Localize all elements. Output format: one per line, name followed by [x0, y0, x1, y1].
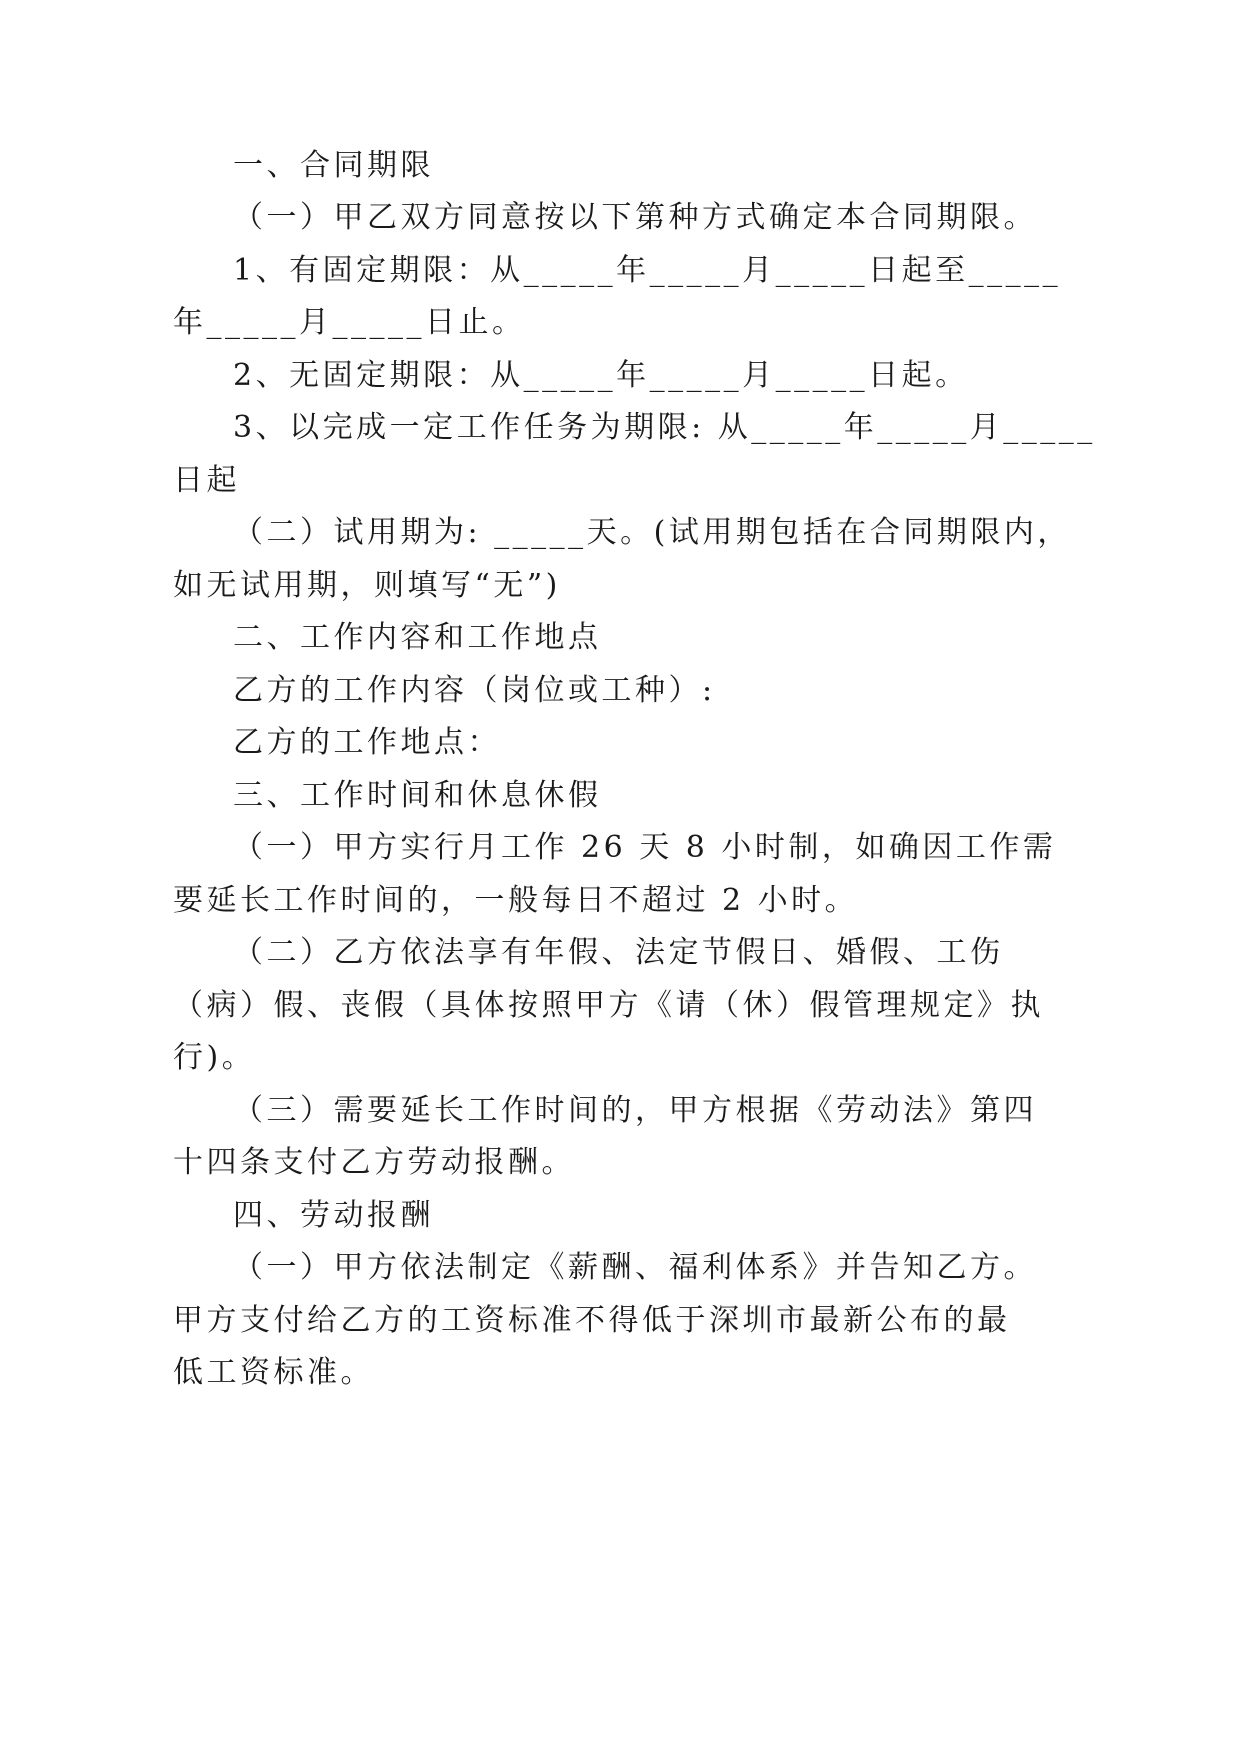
paragraph-overtime: （三）需要延长工作时间的，甲方根据《劳动法》第四 [233, 1093, 1037, 1128]
paragraph-overtime-cont: 十四条支付乙方劳动报酬。 [173, 1145, 575, 1180]
paragraph-work-content: 乙方的工作内容（岗位或工种）: [233, 673, 716, 708]
paragraph-leave-cont-2: 行)。 [173, 1040, 256, 1075]
paragraph-task-term: 3、以完成一定工作任务为期限: 从_____年_____月_____ [233, 410, 1096, 445]
section-heading-work-hours: 三、工作时间和休息休假 [233, 778, 602, 813]
paragraph-work-hours: （一）甲方实行月工作 26 天 8 小时制，如确因工作需 [233, 830, 1057, 865]
paragraph-fixed-term: 1、有固定期限：从_____年_____月_____日起至_____ [233, 253, 1062, 288]
paragraph-leave: （二）乙方依法享有年假、法定节假日、婚假、工伤 [233, 935, 1004, 970]
section-heading-work-content: 二、工作内容和工作地点 [233, 620, 602, 655]
paragraph-fixed-term-cont: 年_____月_____日止。 [173, 305, 526, 340]
paragraph-probation-cont: 如无试用期，则填写“无”) [173, 568, 561, 603]
section-heading-remuneration: 四、劳动报酬 [233, 1198, 434, 1233]
paragraph-leave-cont-1: （病）假、丧假（具体按照甲方《请（休）假管理规定》执 [173, 988, 1044, 1023]
paragraph-term-method: （一）甲乙双方同意按以下第种方式确定本合同期限。 [233, 200, 1037, 235]
section-heading-contract-term: 一、合同期限 [233, 148, 434, 183]
paragraph-remuneration: （一）甲方依法制定《薪酬、福利体系》并告知乙方。 [233, 1250, 1037, 1285]
paragraph-remuneration-cont-1: 甲方支付给乙方的工资标准不得低于深圳市最新公布的最 [173, 1303, 1011, 1338]
paragraph-open-term: 2、无固定期限：从_____年_____月_____日起。 [233, 358, 969, 393]
paragraph-task-term-cont: 日起 [173, 463, 240, 498]
paragraph-work-location: 乙方的工作地点： [233, 725, 501, 760]
paragraph-remuneration-cont-2: 低工资标准。 [173, 1355, 374, 1390]
paragraph-probation: （二）试用期为: _____天。(试用期包括在合同期限内， [233, 515, 1071, 550]
paragraph-work-hours-cont: 要延长工作时间的，一般每日不超过 2 小时。 [173, 883, 859, 918]
